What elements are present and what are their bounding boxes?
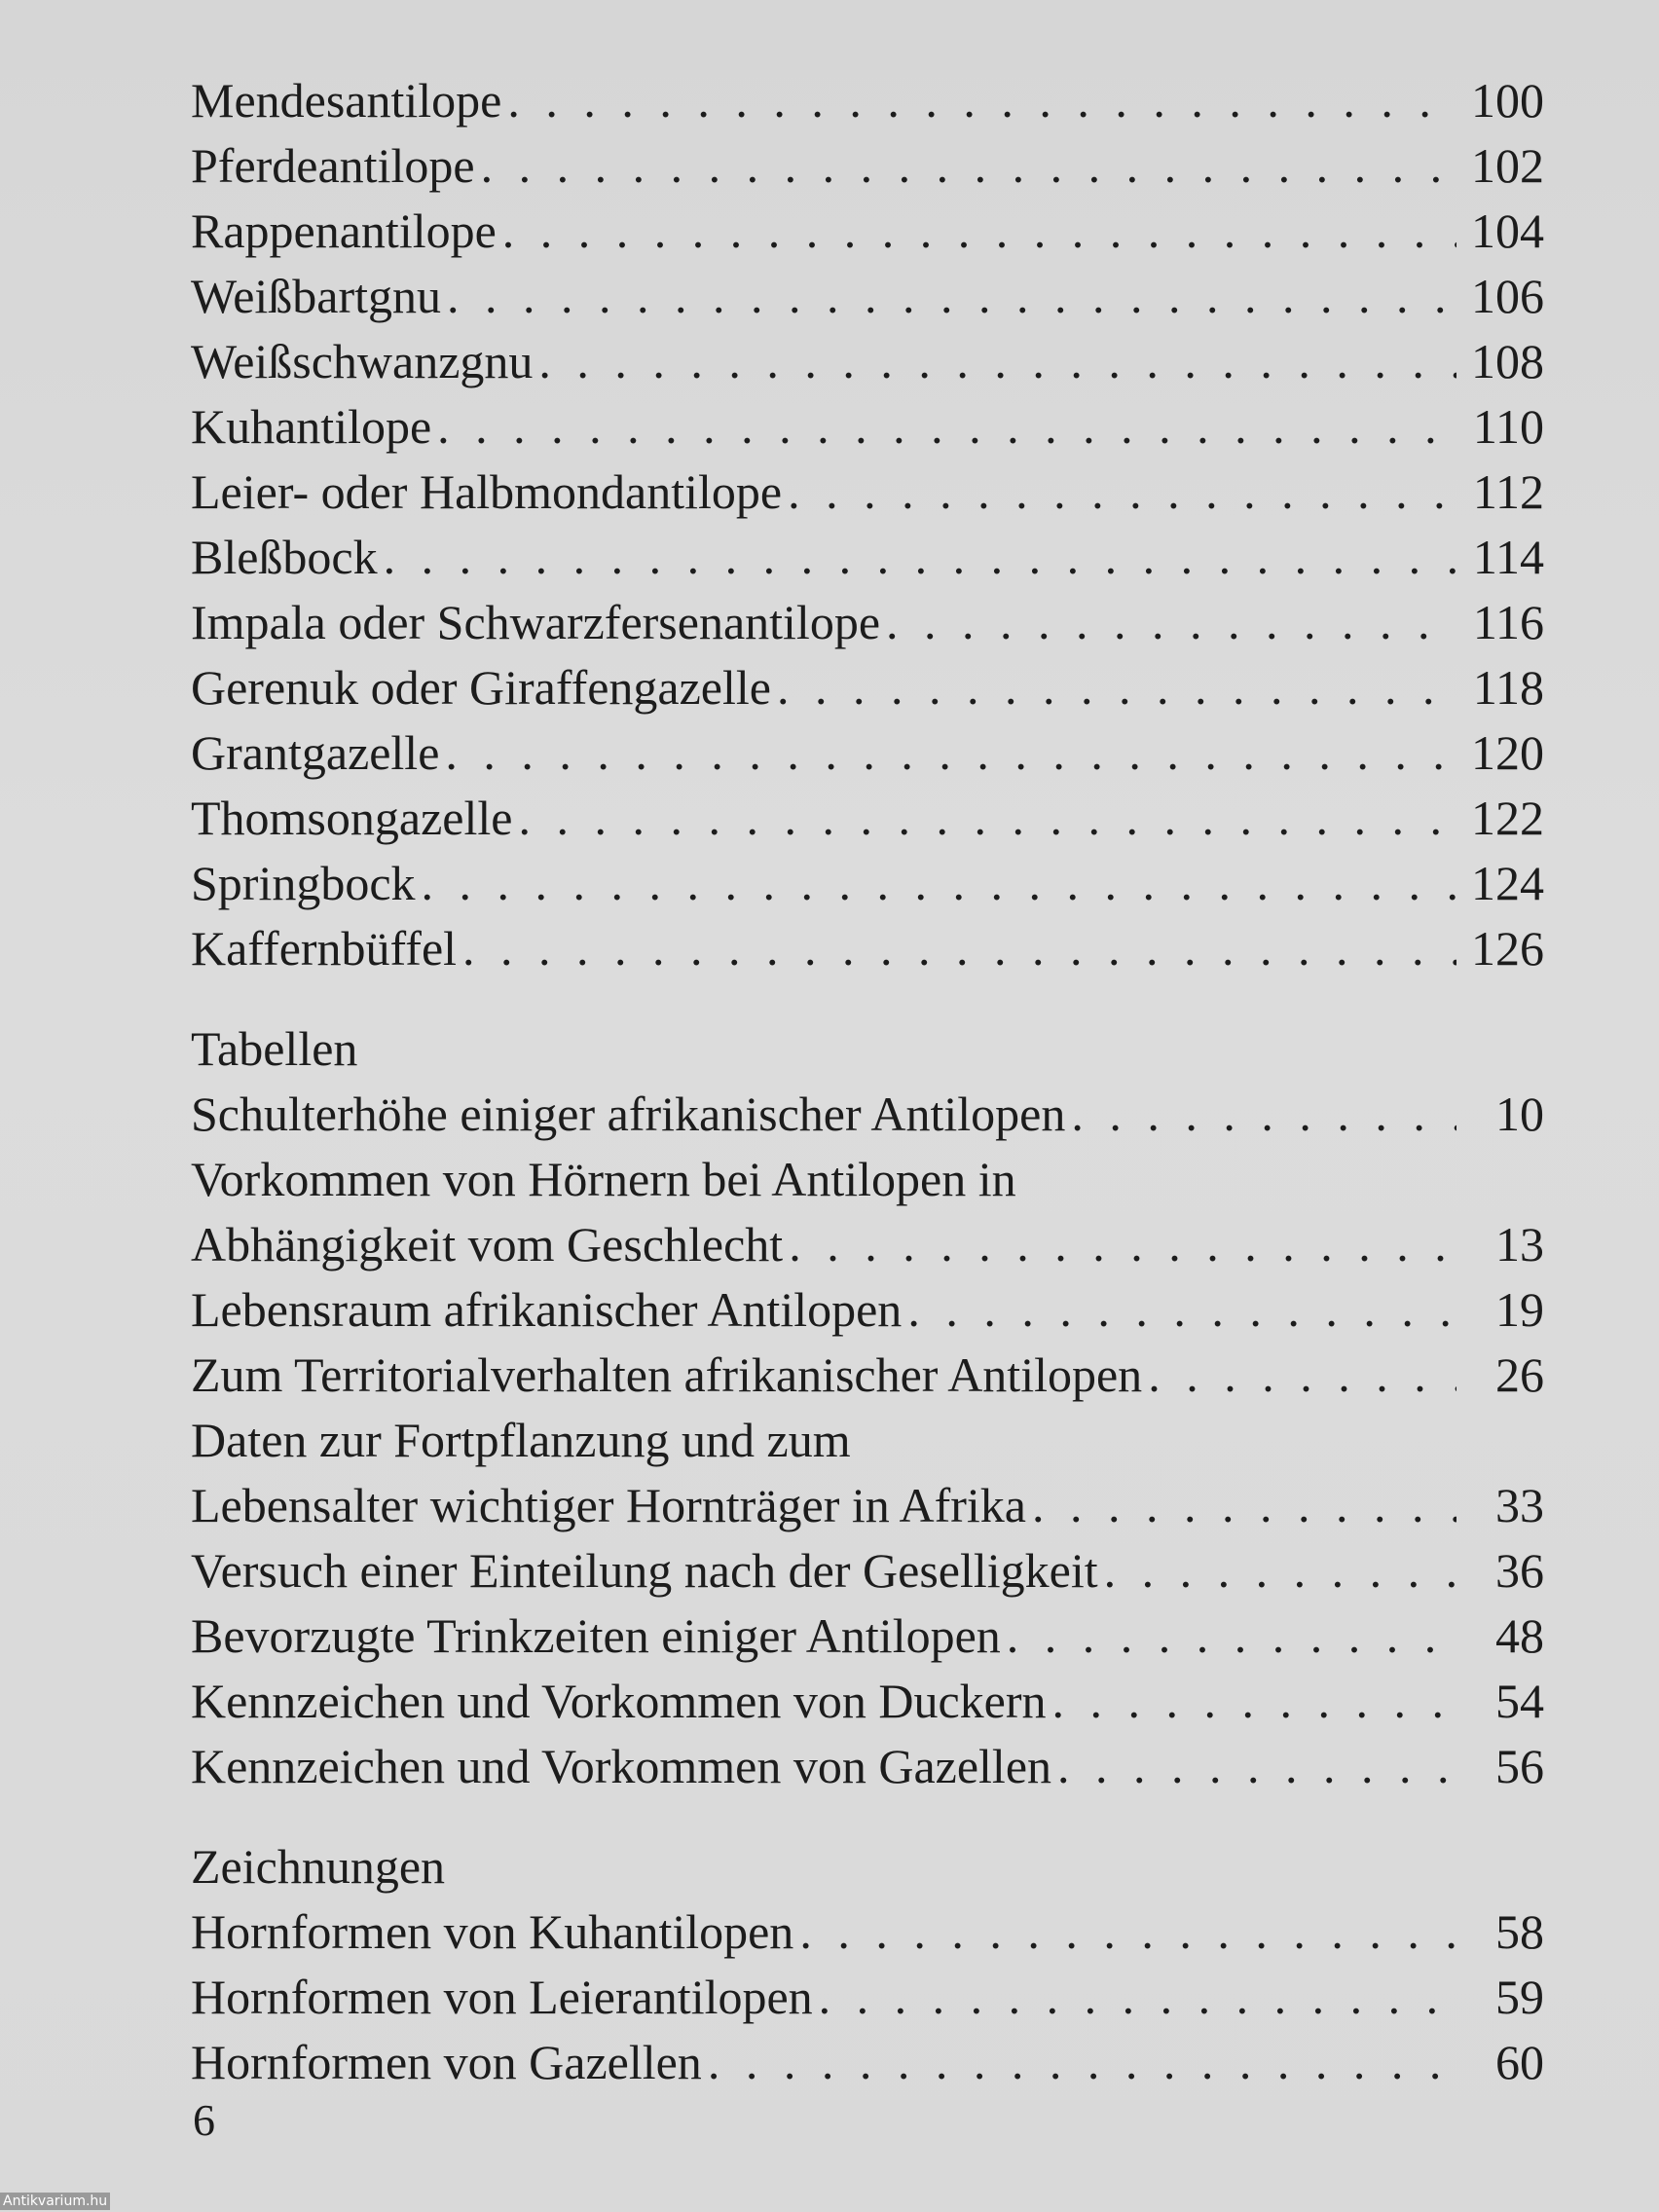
toc-entry-title: Grantgazelle: [191, 725, 440, 780]
toc-entry: [191, 851, 1544, 916]
toc-entry-page: 104: [1471, 203, 1544, 258]
drawings-list: [191, 1899, 1544, 2095]
toc-entry-page: 10: [1495, 1087, 1544, 1141]
toc-entry-page: 124: [1471, 856, 1544, 910]
leader-dots: [902, 1277, 1456, 1343]
leader-dots: [880, 590, 1456, 655]
toc-entry-title: Lebensraum afrikanischer Antilopen: [191, 1282, 903, 1337]
toc-entry-page: 122: [1471, 791, 1544, 845]
toc-entry-continued: [191, 1408, 1544, 1473]
leader-dots: [1098, 1538, 1456, 1604]
toc-entry-title: Kaffernbüffel: [191, 921, 458, 976]
toc-entry-title: Hornformen von Gazellen: [191, 2035, 702, 2089]
toc-entry: [191, 1343, 1544, 1408]
toc-entry-title: Impala oder Schwarzfersenantilope: [191, 595, 881, 649]
toc-entry-title: Gerenuk oder Giraffengazelle: [191, 660, 771, 715]
leader-dots: [533, 329, 1456, 394]
toc-entry: [191, 68, 1544, 133]
toc-entry-title: Kennzeichen und Vorkommen von Duckern: [191, 1674, 1047, 1728]
toc-entry-title: Weißbartgnu: [191, 269, 442, 323]
toc-entry-title: Kennzeichen und Vorkommen von Gazellen: [191, 1739, 1052, 1793]
toc-entry-title: Mendesantilope: [191, 73, 502, 128]
toc-entry-title: Bevorzugte Trinkzeiten einiger Antilopen: [191, 1608, 1001, 1663]
toc-entry: [191, 525, 1544, 590]
toc-entry-title: Rappenantilope: [191, 203, 497, 258]
toc-entry-title: Hornformen von Leierantilopen: [191, 1970, 813, 2024]
toc-entry-page: 112: [1472, 464, 1544, 519]
toc-entry-title: Springbock: [191, 856, 416, 910]
toc-entry: [191, 1473, 1544, 1538]
section-heading-tables: Tabellen: [191, 1021, 358, 1076]
leader-dots: [457, 916, 1456, 981]
leader-dots: [439, 720, 1456, 786]
toc-entry: [191, 720, 1544, 786]
toc-entry-title: Daten zur Fortpflanzung und zum: [191, 1413, 851, 1467]
toc-entry-page: 102: [1471, 138, 1544, 193]
table-of-contents: [191, 68, 1544, 2095]
toc-entry-title: Vorkommen von Hörnern bei Antilopen in: [191, 1152, 1016, 1206]
leader-dots: [702, 2030, 1456, 2095]
toc-entry: [191, 1538, 1544, 1604]
leader-dots: [497, 199, 1456, 264]
toc-entry-title: Pferdeantilope: [191, 138, 475, 193]
leader-dots: [783, 1212, 1456, 1277]
toc-entry-page: 110: [1472, 399, 1544, 454]
leader-dots: [1001, 1604, 1456, 1669]
leader-dots: [793, 1899, 1456, 1965]
tables-list: [191, 1082, 1544, 1799]
leader-dots: [512, 786, 1456, 851]
leader-dots: [1047, 1669, 1457, 1734]
leader-dots: [441, 264, 1456, 329]
leader-dots: [475, 133, 1456, 199]
toc-entry: [191, 1212, 1544, 1277]
toc-entry-page: 59: [1495, 1970, 1544, 2024]
toc-entry: [191, 786, 1544, 851]
toc-entry-page: 100: [1471, 73, 1544, 128]
toc-entry-page: 54: [1495, 1674, 1544, 1728]
toc-entry-title: Leier- oder Halbmondantilope: [191, 464, 783, 519]
toc-entry-title: Abhängigkeit vom Geschlecht: [191, 1217, 784, 1272]
toc-entry: [191, 1734, 1544, 1799]
leader-dots: [771, 655, 1456, 720]
toc-entry: [191, 199, 1544, 264]
toc-entry-page: 118: [1472, 660, 1544, 715]
toc-entry-page: 26: [1495, 1347, 1544, 1402]
toc-entry: [191, 655, 1544, 720]
toc-entry: [191, 1082, 1544, 1147]
toc-entry-page: 126: [1471, 921, 1544, 976]
leader-dots: [782, 460, 1456, 525]
toc-entry-page: 13: [1495, 1217, 1544, 1272]
toc-entry-title: Thomsongazelle: [191, 791, 513, 845]
toc-entry-title: Versuch einer Einteilung nach der Geselligkeit: [191, 1543, 1098, 1598]
toc-entry-page: 60: [1495, 2035, 1544, 2089]
toc-entry-page: 106: [1471, 269, 1544, 323]
toc-entry: [191, 1669, 1544, 1734]
toc-main-list: [191, 68, 1544, 981]
toc-entry-title: Weißschwanzgnu: [191, 334, 534, 388]
toc-entry-page: 120: [1471, 725, 1544, 780]
toc-entry: [191, 1604, 1544, 1669]
toc-entry: [191, 1277, 1544, 1343]
toc-entry-title: Zum Territorialverhalten afrikanischer Antilopen: [191, 1347, 1143, 1402]
toc-entry: [191, 264, 1544, 329]
toc-entry: [191, 460, 1544, 525]
leader-dots: [813, 1965, 1456, 2030]
toc-entry: [191, 590, 1544, 655]
toc-entry: [191, 1899, 1544, 1965]
toc-entry: [191, 1965, 1544, 2030]
toc-entry: [191, 2030, 1544, 2095]
toc-entry-page: 108: [1471, 334, 1544, 388]
toc-entry-continued: [191, 1147, 1544, 1212]
toc-entry-title: Bleßbock: [191, 530, 378, 584]
toc-entry-page: 58: [1495, 1904, 1544, 1959]
toc-entry-title: Kuhantilope: [191, 399, 432, 454]
leader-dots: [378, 525, 1456, 590]
toc-entry-page: 48: [1495, 1608, 1544, 1663]
leader-dots: [501, 68, 1456, 133]
toc-entry: [191, 394, 1544, 460]
watermark-logo: Antikvarium.hu: [0, 2193, 110, 2210]
toc-entry-page: 114: [1472, 530, 1544, 584]
toc-entry-title: Schulterhöhe einiger afrikanischer Antilopen: [191, 1087, 1066, 1141]
leader-dots: [431, 394, 1456, 460]
leader-dots: [1026, 1473, 1456, 1538]
toc-entry-page: 33: [1495, 1478, 1544, 1532]
toc-entry-page: 19: [1495, 1282, 1544, 1337]
toc-entry-title: Lebensalter wichtiger Hornträger in Afrika: [191, 1478, 1026, 1532]
section-heading-drawings: Zeichnungen: [191, 1839, 446, 1894]
leader-dots: [1051, 1734, 1456, 1799]
toc-entry-page: 36: [1495, 1543, 1544, 1598]
toc-entry: [191, 133, 1544, 199]
toc-entry: [191, 329, 1544, 394]
toc-entry-page: 56: [1495, 1739, 1544, 1793]
toc-entry: [191, 916, 1544, 981]
leader-dots: [1065, 1082, 1456, 1147]
page-number: 6: [193, 2095, 215, 2145]
leader-dots: [1142, 1343, 1456, 1408]
leader-dots: [416, 851, 1456, 916]
toc-entry-page: 116: [1472, 595, 1544, 649]
toc-entry-title: Hornformen von Kuhantilopen: [191, 1904, 794, 1959]
